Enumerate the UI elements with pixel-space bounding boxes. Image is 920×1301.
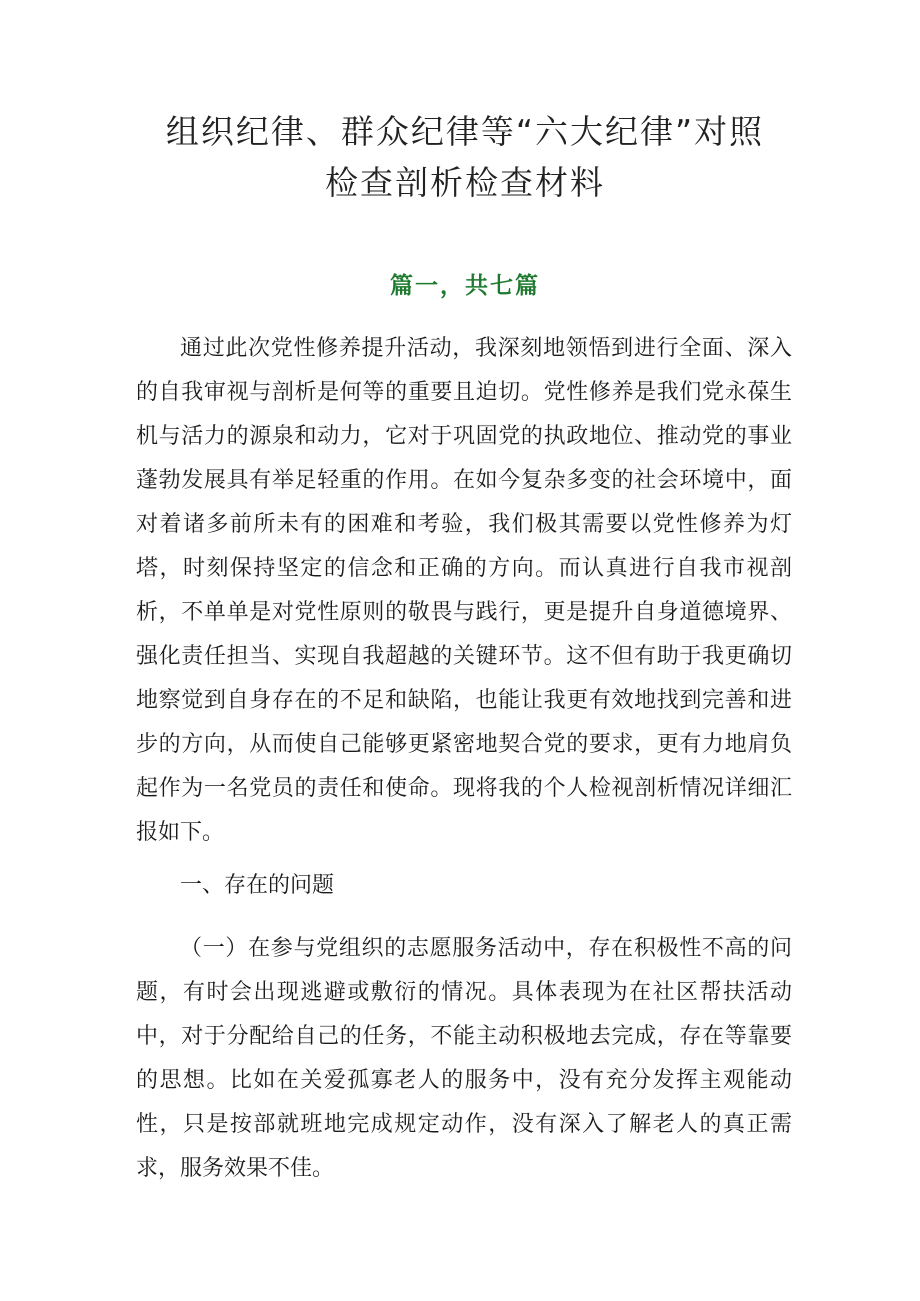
intro-paragraph: 通过此次党性修养提升活动，我深刻地领悟到进行全面、深入的自我审视与剖析是何等的重要且迫切。党性修养是我们党永葆生机与活力的源泉和动力，它对于巩固党的执政地位、推动党的事业蓬勃发展具有举足轻重的作用。在如今复杂多变的社会环境中，面对着诸多前所未有的困难和考验，我们极其需要以党性修养为灯塔，时刻保持坚定的信念和正确的方向。而认真进行自我市视剖析，不单单是对党性原则的敬畏与践行，更是提升自身道德境界、强化责任担当、实现自我超越的关键环节。这不但有助于我更确切地察觉到自身存在的不足和缺陷，也能让我更有效地找到完善和进步的方向，从而使自己能够更紧密地契合党的要求，更有力地肩负起作为一名党员的责任和使命。现将我的个人检视剖析情况详细汇报如下。 — [136, 336, 792, 845]
document-title-line-1: 组织纪律、群众纪律等“六大纪律”对照 — [165, 112, 765, 151]
document-title-line-2: 检查剖析检查材料 — [325, 163, 605, 202]
problem-paragraph-1: （一）在参与党组织的志愿服务活动中，存在积极性不高的问题，有时会出现逃避或敷衍的情况。具体表现为在社区帮扶活动中，对于分配给自己的任务，不能主动积极地去完成，存在等靠要的思想。比如在关爱孤寡老人的服务中，没有充分发挥主观能动性，只是按部就班地完成规定动作，没有深入了解老人的真正需求，服务效果不佳。 — [136, 936, 792, 1181]
section-heading-problems: 一、存在的问题 — [180, 873, 335, 898]
document-subtitle: 篇一，共七篇 — [390, 272, 540, 299]
